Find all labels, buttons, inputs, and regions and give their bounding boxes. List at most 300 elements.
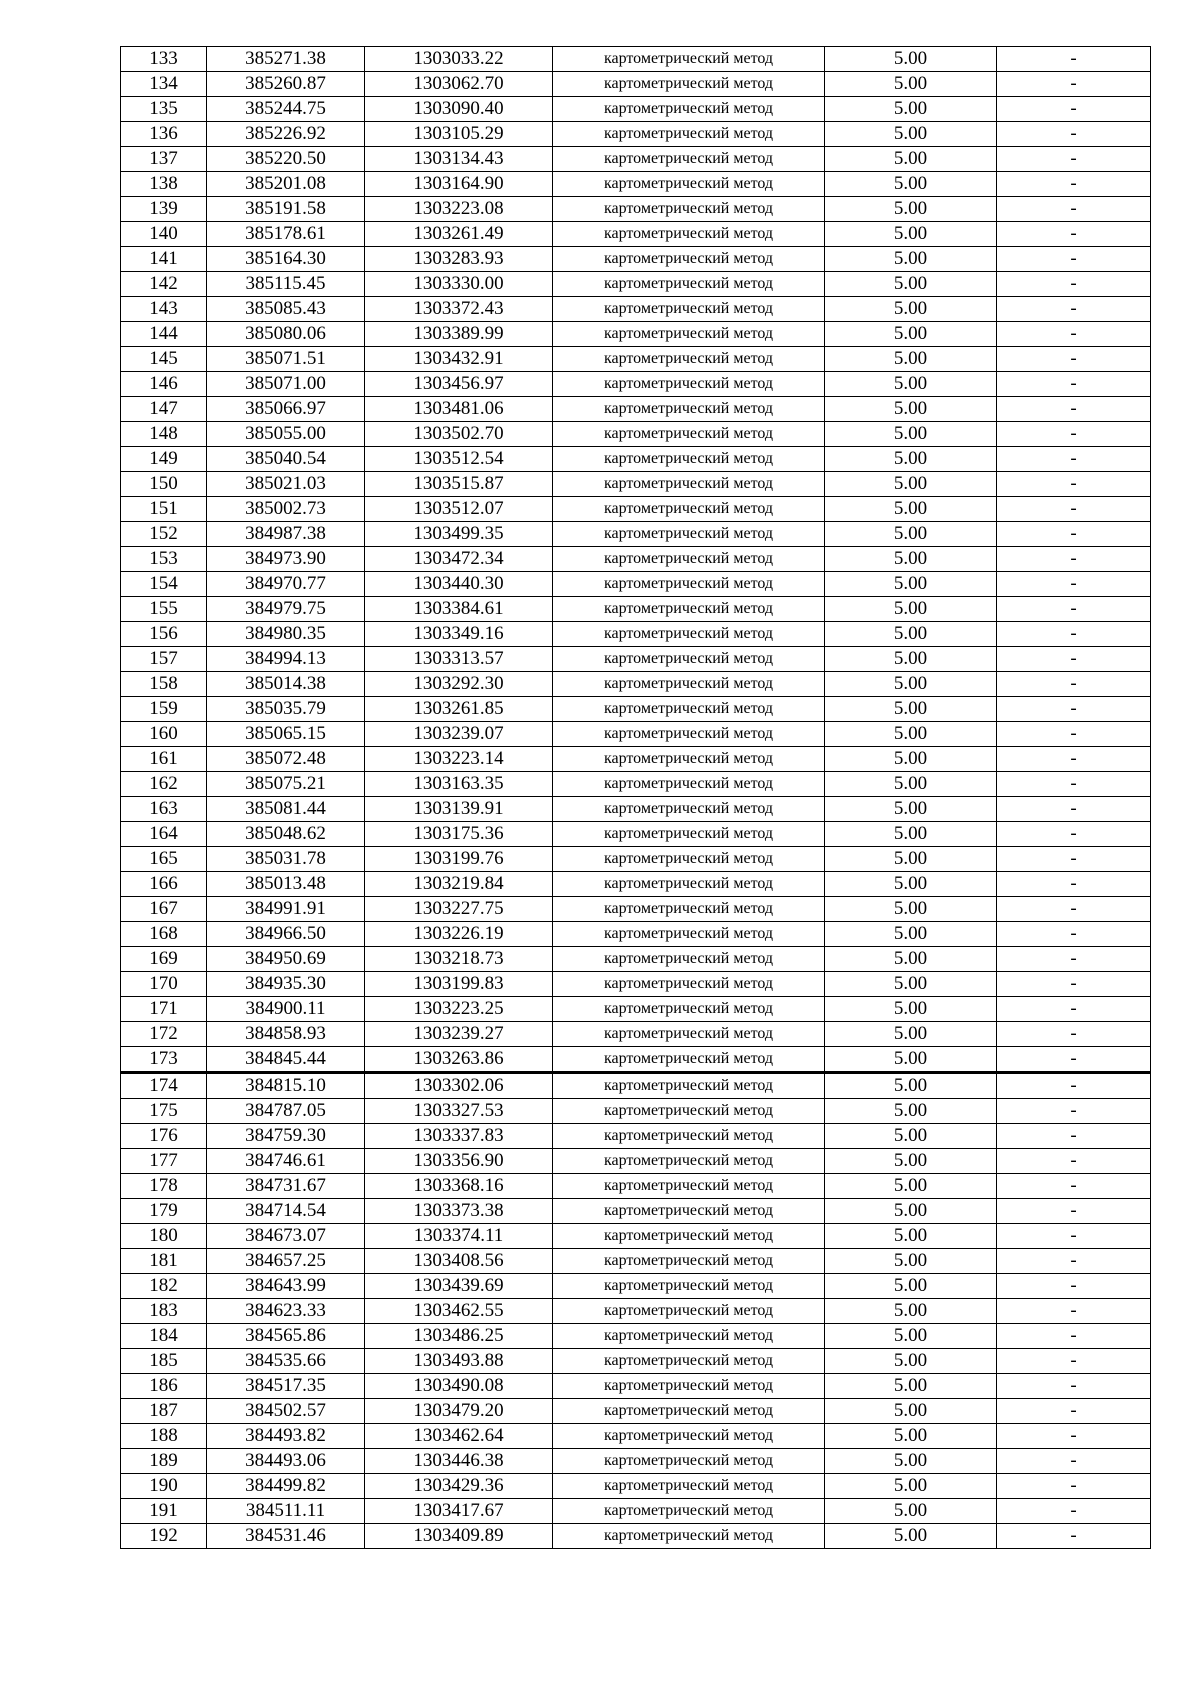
note-cell: - xyxy=(997,872,1151,897)
method-cell: картометрический метод xyxy=(553,97,825,122)
accuracy-cell: 5.00 xyxy=(825,597,997,622)
y-coordinate-cell: 1303223.14 xyxy=(365,747,553,772)
point-number-cell: 177 xyxy=(121,1149,207,1174)
point-number-cell: 171 xyxy=(121,997,207,1022)
y-coordinate-cell: 1303337.83 xyxy=(365,1124,553,1149)
method-cell: картометрический метод xyxy=(553,472,825,497)
method-cell: картометрический метод xyxy=(553,997,825,1022)
point-number-cell: 182 xyxy=(121,1274,207,1299)
x-coordinate-cell: 385085.43 xyxy=(207,297,365,322)
x-coordinate-cell: 384502.57 xyxy=(207,1399,365,1424)
point-number-cell: 183 xyxy=(121,1299,207,1324)
accuracy-cell: 5.00 xyxy=(825,772,997,797)
y-coordinate-cell: 1303490.08 xyxy=(365,1374,553,1399)
accuracy-cell: 5.00 xyxy=(825,1474,997,1499)
y-coordinate-cell: 1303493.88 xyxy=(365,1349,553,1374)
y-coordinate-cell: 1303373.38 xyxy=(365,1199,553,1224)
method-cell: картометрический метод xyxy=(553,447,825,472)
x-coordinate-cell: 385081.44 xyxy=(207,797,365,822)
x-coordinate-cell: 384531.46 xyxy=(207,1524,365,1549)
note-cell: - xyxy=(997,322,1151,347)
note-cell: - xyxy=(997,1224,1151,1249)
note-cell: - xyxy=(997,472,1151,497)
note-cell: - xyxy=(997,1022,1151,1047)
table-row xyxy=(121,197,1151,222)
y-coordinate-cell: 1303384.61 xyxy=(365,597,553,622)
point-number-cell: 138 xyxy=(121,172,207,197)
method-cell: картометрический метод xyxy=(553,172,825,197)
note-cell: - xyxy=(997,722,1151,747)
table-row xyxy=(121,1524,1151,1549)
x-coordinate-cell: 384980.35 xyxy=(207,622,365,647)
accuracy-cell: 5.00 xyxy=(825,547,997,572)
accuracy-cell: 5.00 xyxy=(825,1399,997,1424)
method-cell: картометрический метод xyxy=(553,897,825,922)
method-cell: картометрический метод xyxy=(553,1374,825,1399)
accuracy-cell: 5.00 xyxy=(825,47,997,72)
method-cell: картометрический метод xyxy=(553,522,825,547)
note-cell: - xyxy=(997,47,1151,72)
method-cell: картометрический метод xyxy=(553,622,825,647)
point-number-cell: 153 xyxy=(121,547,207,572)
x-coordinate-cell: 384657.25 xyxy=(207,1249,365,1274)
method-cell: картометрический метод xyxy=(553,497,825,522)
method-cell: картометрический метод xyxy=(553,1299,825,1324)
y-coordinate-cell: 1303446.38 xyxy=(365,1449,553,1474)
accuracy-cell: 5.00 xyxy=(825,422,997,447)
point-number-cell: 173 xyxy=(121,1047,207,1073)
table-row xyxy=(121,397,1151,422)
method-cell: картометрический метод xyxy=(553,147,825,172)
method-cell: картометрический метод xyxy=(553,722,825,747)
point-number-cell: 148 xyxy=(121,422,207,447)
x-coordinate-cell: 385271.38 xyxy=(207,47,365,72)
x-coordinate-cell: 385072.48 xyxy=(207,747,365,772)
x-coordinate-cell: 385080.06 xyxy=(207,322,365,347)
y-coordinate-cell: 1303313.57 xyxy=(365,647,553,672)
x-coordinate-cell: 384858.93 xyxy=(207,1022,365,1047)
y-coordinate-cell: 1303472.34 xyxy=(365,547,553,572)
accuracy-cell: 5.00 xyxy=(825,972,997,997)
table-row xyxy=(121,947,1151,972)
y-coordinate-cell: 1303368.16 xyxy=(365,1174,553,1199)
table-row xyxy=(121,297,1151,322)
method-cell: картометрический метод xyxy=(553,222,825,247)
x-coordinate-cell: 385014.38 xyxy=(207,672,365,697)
note-cell: - xyxy=(997,1174,1151,1199)
accuracy-cell: 5.00 xyxy=(825,872,997,897)
point-number-cell: 136 xyxy=(121,122,207,147)
y-coordinate-cell: 1303330.00 xyxy=(365,272,553,297)
method-cell: картометрический метод xyxy=(553,347,825,372)
point-number-cell: 135 xyxy=(121,97,207,122)
y-coordinate-cell: 1303432.91 xyxy=(365,347,553,372)
accuracy-cell: 5.00 xyxy=(825,497,997,522)
method-cell: картометрический метод xyxy=(553,1524,825,1549)
table-row xyxy=(121,1474,1151,1499)
x-coordinate-cell: 385115.45 xyxy=(207,272,365,297)
x-coordinate-cell: 385002.73 xyxy=(207,497,365,522)
y-coordinate-cell: 1303227.75 xyxy=(365,897,553,922)
y-coordinate-cell: 1303033.22 xyxy=(365,47,553,72)
x-coordinate-cell: 384759.30 xyxy=(207,1124,365,1149)
note-cell: - xyxy=(997,922,1151,947)
x-coordinate-cell: 384815.10 xyxy=(207,1073,365,1099)
method-cell: картометрический метод xyxy=(553,1022,825,1047)
method-cell: картометрический метод xyxy=(553,1249,825,1274)
table-row xyxy=(121,922,1151,947)
note-cell: - xyxy=(997,1249,1151,1274)
accuracy-cell: 5.00 xyxy=(825,72,997,97)
table-row xyxy=(121,722,1151,747)
note-cell: - xyxy=(997,1299,1151,1324)
method-cell: картометрический метод xyxy=(553,1274,825,1299)
y-coordinate-cell: 1303226.19 xyxy=(365,922,553,947)
note-cell: - xyxy=(997,1199,1151,1224)
point-number-cell: 186 xyxy=(121,1374,207,1399)
y-coordinate-cell: 1303134.43 xyxy=(365,147,553,172)
method-cell: картометрический метод xyxy=(553,1047,825,1073)
x-coordinate-cell: 385244.75 xyxy=(207,97,365,122)
x-coordinate-cell: 384511.11 xyxy=(207,1499,365,1524)
note-cell: - xyxy=(997,597,1151,622)
table-row xyxy=(121,972,1151,997)
point-number-cell: 188 xyxy=(121,1424,207,1449)
point-number-cell: 158 xyxy=(121,672,207,697)
point-number-cell: 143 xyxy=(121,297,207,322)
y-coordinate-cell: 1303502.70 xyxy=(365,422,553,447)
note-cell: - xyxy=(997,147,1151,172)
accuracy-cell: 5.00 xyxy=(825,147,997,172)
table-row xyxy=(121,272,1151,297)
accuracy-cell: 5.00 xyxy=(825,1022,997,1047)
method-cell: картометрический метод xyxy=(553,1499,825,1524)
table-row xyxy=(121,997,1151,1022)
table-row xyxy=(121,847,1151,872)
table-row xyxy=(121,72,1151,97)
table-row xyxy=(121,597,1151,622)
accuracy-cell: 5.00 xyxy=(825,272,997,297)
point-number-cell: 156 xyxy=(121,622,207,647)
note-cell: - xyxy=(997,1474,1151,1499)
table-row xyxy=(121,1199,1151,1224)
y-coordinate-cell: 1303479.20 xyxy=(365,1399,553,1424)
accuracy-cell: 5.00 xyxy=(825,322,997,347)
table-row xyxy=(121,97,1151,122)
table-row xyxy=(121,1149,1151,1174)
x-coordinate-cell: 384746.61 xyxy=(207,1149,365,1174)
table-row xyxy=(121,1174,1151,1199)
point-number-cell: 151 xyxy=(121,497,207,522)
y-coordinate-cell: 1303456.97 xyxy=(365,372,553,397)
point-number-cell: 141 xyxy=(121,247,207,272)
table-row xyxy=(121,1449,1151,1474)
method-cell: картометрический метод xyxy=(553,1124,825,1149)
note-cell: - xyxy=(997,1274,1151,1299)
accuracy-cell: 5.00 xyxy=(825,997,997,1022)
accuracy-cell: 5.00 xyxy=(825,697,997,722)
y-coordinate-cell: 1303486.25 xyxy=(365,1324,553,1349)
x-coordinate-cell: 384493.82 xyxy=(207,1424,365,1449)
point-number-cell: 147 xyxy=(121,397,207,422)
accuracy-cell: 5.00 xyxy=(825,1524,997,1549)
table-row xyxy=(121,472,1151,497)
y-coordinate-cell: 1303218.73 xyxy=(365,947,553,972)
point-number-cell: 163 xyxy=(121,797,207,822)
note-cell: - xyxy=(997,1374,1151,1399)
y-coordinate-cell: 1303409.89 xyxy=(365,1524,553,1549)
table-row xyxy=(121,122,1151,147)
table-row xyxy=(121,522,1151,547)
note-cell: - xyxy=(997,647,1151,672)
y-coordinate-cell: 1303349.16 xyxy=(365,622,553,647)
point-number-cell: 155 xyxy=(121,597,207,622)
accuracy-cell: 5.00 xyxy=(825,1224,997,1249)
method-cell: картометрический метод xyxy=(553,1399,825,1424)
table-row xyxy=(121,347,1151,372)
method-cell: картометрический метод xyxy=(553,797,825,822)
method-cell: картометрический метод xyxy=(553,672,825,697)
method-cell: картометрический метод xyxy=(553,697,825,722)
x-coordinate-cell: 385035.79 xyxy=(207,697,365,722)
point-number-cell: 159 xyxy=(121,697,207,722)
table-row xyxy=(121,147,1151,172)
y-coordinate-cell: 1303327.53 xyxy=(365,1099,553,1124)
coordinates-table xyxy=(120,46,1151,1549)
method-cell: картометрический метод xyxy=(553,922,825,947)
note-cell: - xyxy=(997,1449,1151,1474)
x-coordinate-cell: 385071.00 xyxy=(207,372,365,397)
method-cell: картометрический метод xyxy=(553,1424,825,1449)
point-number-cell: 168 xyxy=(121,922,207,947)
x-coordinate-cell: 384973.90 xyxy=(207,547,365,572)
y-coordinate-cell: 1303062.70 xyxy=(365,72,553,97)
accuracy-cell: 5.00 xyxy=(825,1199,997,1224)
note-cell: - xyxy=(997,1399,1151,1424)
y-coordinate-cell: 1303462.55 xyxy=(365,1299,553,1324)
accuracy-cell: 5.00 xyxy=(825,172,997,197)
y-coordinate-cell: 1303512.54 xyxy=(365,447,553,472)
x-coordinate-cell: 384714.54 xyxy=(207,1199,365,1224)
accuracy-cell: 5.00 xyxy=(825,897,997,922)
note-cell: - xyxy=(997,697,1151,722)
point-number-cell: 165 xyxy=(121,847,207,872)
table-row xyxy=(121,547,1151,572)
note-cell: - xyxy=(997,897,1151,922)
accuracy-cell: 5.00 xyxy=(825,797,997,822)
y-coordinate-cell: 1303374.11 xyxy=(365,1224,553,1249)
method-cell: картометрический метод xyxy=(553,1174,825,1199)
method-cell: картометрический метод xyxy=(553,297,825,322)
table-row xyxy=(121,1274,1151,1299)
note-cell: - xyxy=(997,247,1151,272)
point-number-cell: 167 xyxy=(121,897,207,922)
table-row xyxy=(121,1124,1151,1149)
x-coordinate-cell: 384787.05 xyxy=(207,1099,365,1124)
table-row xyxy=(121,1047,1151,1073)
method-cell: картометрический метод xyxy=(553,372,825,397)
point-number-cell: 142 xyxy=(121,272,207,297)
accuracy-cell: 5.00 xyxy=(825,947,997,972)
method-cell: картометрический метод xyxy=(553,272,825,297)
method-cell: картометрический метод xyxy=(553,947,825,972)
accuracy-cell: 5.00 xyxy=(825,1499,997,1524)
y-coordinate-cell: 1303175.36 xyxy=(365,822,553,847)
method-cell: картометрический метод xyxy=(553,1224,825,1249)
note-cell: - xyxy=(997,272,1151,297)
x-coordinate-cell: 384565.86 xyxy=(207,1324,365,1349)
accuracy-cell: 5.00 xyxy=(825,572,997,597)
table-row xyxy=(121,222,1151,247)
method-cell: картометрический метод xyxy=(553,747,825,772)
method-cell: картометрический метод xyxy=(553,597,825,622)
x-coordinate-cell: 384935.30 xyxy=(207,972,365,997)
method-cell: картометрический метод xyxy=(553,972,825,997)
y-coordinate-cell: 1303417.67 xyxy=(365,1499,553,1524)
note-cell: - xyxy=(997,97,1151,122)
y-coordinate-cell: 1303199.83 xyxy=(365,972,553,997)
note-cell: - xyxy=(997,547,1151,572)
y-coordinate-cell: 1303302.06 xyxy=(365,1073,553,1099)
note-cell: - xyxy=(997,622,1151,647)
y-coordinate-cell: 1303481.06 xyxy=(365,397,553,422)
accuracy-cell: 5.00 xyxy=(825,522,997,547)
method-cell: картометрический метод xyxy=(553,1349,825,1374)
x-coordinate-cell: 384966.50 xyxy=(207,922,365,947)
accuracy-cell: 5.00 xyxy=(825,472,997,497)
x-coordinate-cell: 384900.11 xyxy=(207,997,365,1022)
accuracy-cell: 5.00 xyxy=(825,1124,997,1149)
point-number-cell: 164 xyxy=(121,822,207,847)
point-number-cell: 184 xyxy=(121,1324,207,1349)
y-coordinate-cell: 1303163.35 xyxy=(365,772,553,797)
x-coordinate-cell: 385260.87 xyxy=(207,72,365,97)
accuracy-cell: 5.00 xyxy=(825,647,997,672)
method-cell: картометрический метод xyxy=(553,1073,825,1099)
point-number-cell: 178 xyxy=(121,1174,207,1199)
table-row xyxy=(121,47,1151,72)
table-row xyxy=(121,372,1151,397)
accuracy-cell: 5.00 xyxy=(825,372,997,397)
note-cell: - xyxy=(997,372,1151,397)
x-coordinate-cell: 384994.13 xyxy=(207,647,365,672)
accuracy-cell: 5.00 xyxy=(825,447,997,472)
accuracy-cell: 5.00 xyxy=(825,622,997,647)
table-row xyxy=(121,322,1151,347)
y-coordinate-cell: 1303408.56 xyxy=(365,1249,553,1274)
point-number-cell: 160 xyxy=(121,722,207,747)
point-number-cell: 146 xyxy=(121,372,207,397)
y-coordinate-cell: 1303356.90 xyxy=(365,1149,553,1174)
method-cell: картометрический метод xyxy=(553,872,825,897)
accuracy-cell: 5.00 xyxy=(825,822,997,847)
y-coordinate-cell: 1303462.64 xyxy=(365,1424,553,1449)
x-coordinate-cell: 384970.77 xyxy=(207,572,365,597)
accuracy-cell: 5.00 xyxy=(825,97,997,122)
x-coordinate-cell: 384623.33 xyxy=(207,1299,365,1324)
table-row xyxy=(121,697,1151,722)
point-number-cell: 166 xyxy=(121,872,207,897)
y-coordinate-cell: 1303439.69 xyxy=(365,1274,553,1299)
x-coordinate-cell: 385055.00 xyxy=(207,422,365,447)
table-row xyxy=(121,872,1151,897)
accuracy-cell: 5.00 xyxy=(825,247,997,272)
x-coordinate-cell: 384643.99 xyxy=(207,1274,365,1299)
table-row xyxy=(121,1299,1151,1324)
accuracy-cell: 5.00 xyxy=(825,122,997,147)
y-coordinate-cell: 1303239.07 xyxy=(365,722,553,747)
accuracy-cell: 5.00 xyxy=(825,922,997,947)
point-number-cell: 154 xyxy=(121,572,207,597)
note-cell: - xyxy=(997,772,1151,797)
accuracy-cell: 5.00 xyxy=(825,1299,997,1324)
note-cell: - xyxy=(997,847,1151,872)
x-coordinate-cell: 384979.75 xyxy=(207,597,365,622)
coordinates-table-body xyxy=(121,47,1151,1549)
method-cell: картометрический метод xyxy=(553,647,825,672)
point-number-cell: 170 xyxy=(121,972,207,997)
y-coordinate-cell: 1303499.35 xyxy=(365,522,553,547)
y-coordinate-cell: 1303199.76 xyxy=(365,847,553,872)
accuracy-cell: 5.00 xyxy=(825,1149,997,1174)
note-cell: - xyxy=(997,1099,1151,1124)
y-coordinate-cell: 1303164.90 xyxy=(365,172,553,197)
point-number-cell: 162 xyxy=(121,772,207,797)
accuracy-cell: 5.00 xyxy=(825,747,997,772)
x-coordinate-cell: 385040.54 xyxy=(207,447,365,472)
point-number-cell: 169 xyxy=(121,947,207,972)
method-cell: картометрический метод xyxy=(553,1449,825,1474)
x-coordinate-cell: 385013.48 xyxy=(207,872,365,897)
x-coordinate-cell: 385021.03 xyxy=(207,472,365,497)
method-cell: картометрический метод xyxy=(553,547,825,572)
method-cell: картометрический метод xyxy=(553,1149,825,1174)
method-cell: картометрический метод xyxy=(553,72,825,97)
table-row xyxy=(121,172,1151,197)
accuracy-cell: 5.00 xyxy=(825,1174,997,1199)
note-cell: - xyxy=(997,1047,1151,1073)
x-coordinate-cell: 385075.21 xyxy=(207,772,365,797)
table-row xyxy=(121,497,1151,522)
note-cell: - xyxy=(997,1324,1151,1349)
x-coordinate-cell: 385226.92 xyxy=(207,122,365,147)
point-number-cell: 189 xyxy=(121,1449,207,1474)
point-number-cell: 152 xyxy=(121,522,207,547)
x-coordinate-cell: 384950.69 xyxy=(207,947,365,972)
method-cell: картометрический метод xyxy=(553,397,825,422)
table-row xyxy=(121,1224,1151,1249)
note-cell: - xyxy=(997,197,1151,222)
point-number-cell: 175 xyxy=(121,1099,207,1124)
point-number-cell: 180 xyxy=(121,1224,207,1249)
note-cell: - xyxy=(997,797,1151,822)
table-row xyxy=(121,1022,1151,1047)
note-cell: - xyxy=(997,1499,1151,1524)
method-cell: картометрический метод xyxy=(553,847,825,872)
table-row xyxy=(121,822,1151,847)
point-number-cell: 161 xyxy=(121,747,207,772)
note-cell: - xyxy=(997,422,1151,447)
accuracy-cell: 5.00 xyxy=(825,347,997,372)
method-cell: картометрический метод xyxy=(553,247,825,272)
y-coordinate-cell: 1303261.49 xyxy=(365,222,553,247)
note-cell: - xyxy=(997,972,1151,997)
y-coordinate-cell: 1303429.36 xyxy=(365,1474,553,1499)
note-cell: - xyxy=(997,1073,1151,1099)
y-coordinate-cell: 1303223.08 xyxy=(365,197,553,222)
accuracy-cell: 5.00 xyxy=(825,1047,997,1073)
y-coordinate-cell: 1303283.93 xyxy=(365,247,553,272)
